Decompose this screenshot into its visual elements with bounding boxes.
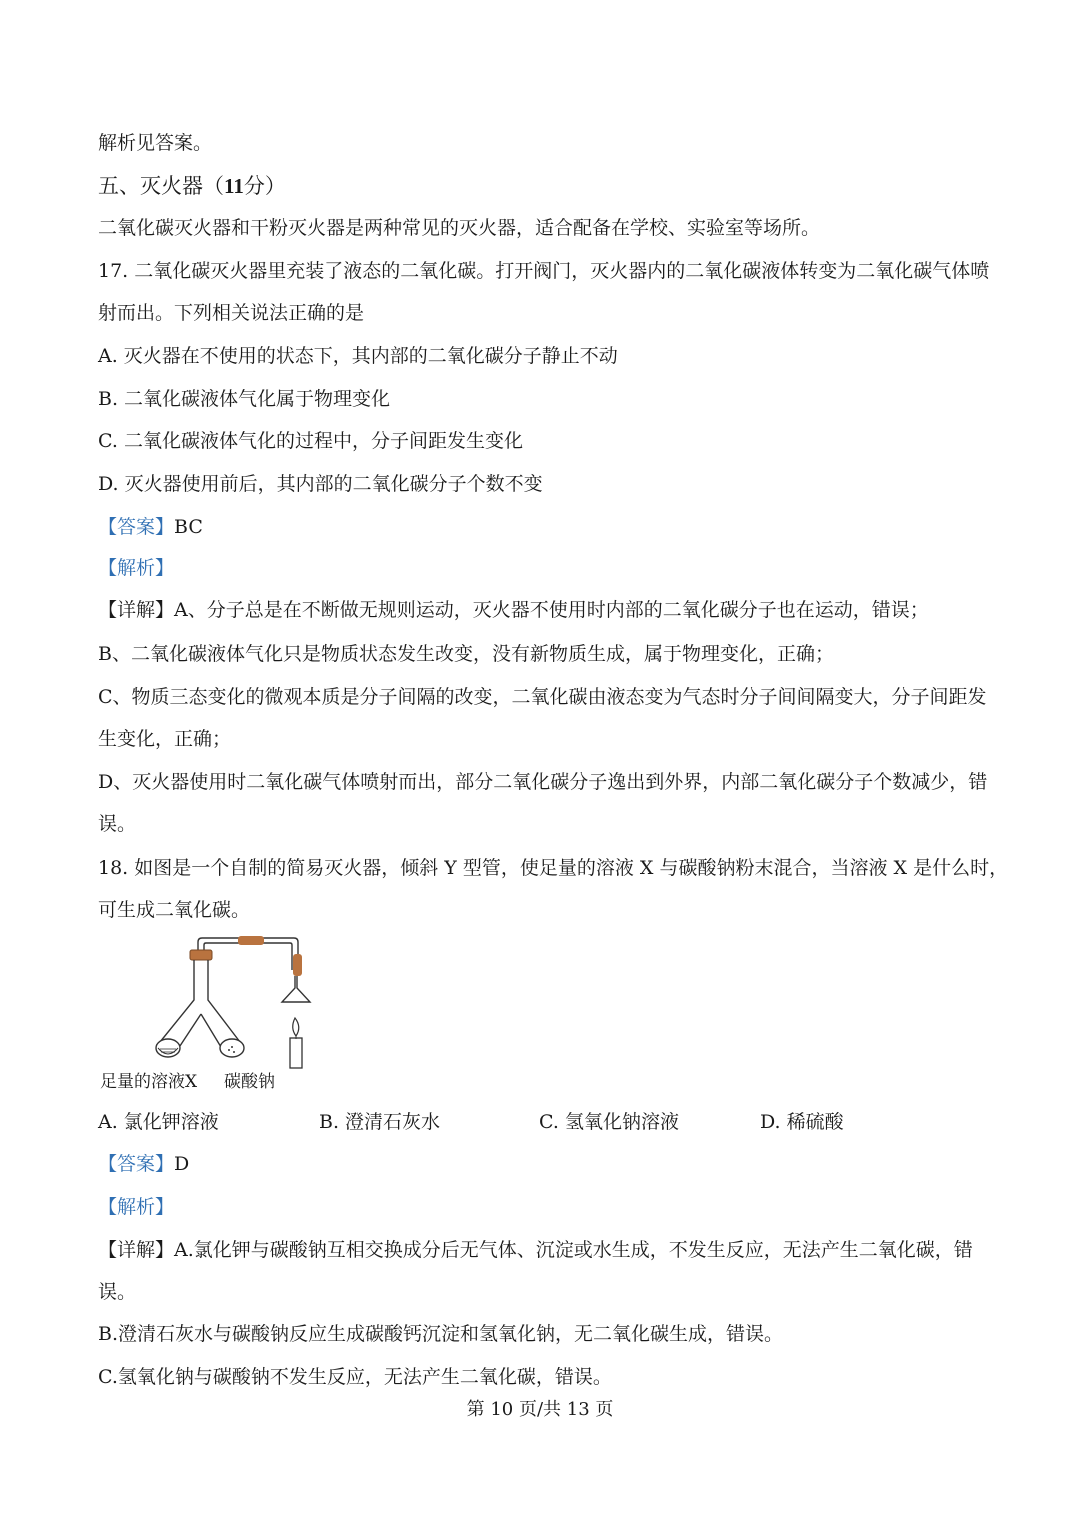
answer-18 xyxy=(98,1150,189,1178)
option-d: D. 稀硫酸 xyxy=(760,1111,844,1133)
detail-line: 生变化，正确； xyxy=(98,728,232,750)
heading-text: 五、灭火器（ xyxy=(98,174,224,198)
detail-line: B.澄清石灰水与碳酸钠反应生成碳酸钙沉淀和氢氧化钠，无二氧化碳生成，错误。 xyxy=(98,1323,784,1345)
detail-line: D、灭火器使用时二氧化碳气体喷射而出，部分二氧化碳分子逸出到外界，内部二氧化碳分子个数减少，错 xyxy=(98,771,988,793)
detail-line: 误。 xyxy=(98,813,137,835)
candle xyxy=(290,1038,302,1068)
question-17-stem: 17. 二氧化碳灭火器里充装了液态的二氧化碳。打开阀门，灭火器内的二氧化碳液体转变为二氧化碳气体喷 xyxy=(98,260,990,282)
heading-score: 11 xyxy=(224,174,244,198)
heading-text-end: 分） xyxy=(243,174,286,198)
figure-label-solution-x: 足量的溶液X xyxy=(100,1072,198,1092)
question-18-stem-cont: 可生成二氧化碳。 xyxy=(98,899,251,921)
stopper xyxy=(190,950,212,960)
analysis-tag: 【解析】 xyxy=(98,557,175,579)
figure-label-sodium-carbonate: 碳酸钠 xyxy=(224,1072,275,1092)
section-heading xyxy=(98,172,286,200)
option-b: B. 澄清石灰水 xyxy=(319,1111,441,1133)
flame xyxy=(293,1018,299,1036)
option-c: C. 氢氧化钠溶液 xyxy=(539,1111,679,1133)
detail-line: 误。 xyxy=(98,1281,137,1303)
option-d: D. 灭火器使用前后，其内部的二氧化碳分子个数不变 xyxy=(98,473,543,495)
option-a: A. 灭火器在不使用的状态下，其内部的二氧化碳分子静止不动 xyxy=(98,345,618,367)
answer-value: BC xyxy=(174,516,203,538)
option-b: B. 二氧化碳液体气化属于物理变化 xyxy=(98,388,391,410)
apparatus-figure xyxy=(98,930,298,1095)
analysis-tag: 【解析】 xyxy=(98,1196,175,1218)
answer-tag: 【答案】 xyxy=(98,1153,175,1175)
detail-line: 【详解】A.氯化钾与碳酸钠互相交换成分后无气体、沉淀或水生成，不发生反应，无法产生二氧化碳，错 xyxy=(98,1239,973,1261)
option-a: A. 氯化钾溶液 xyxy=(98,1111,219,1133)
detail-line: 【详解】A、分子总是在不断做无规则运动，灭火器不使用时内部的二氧化碳分子也在运动，错误； xyxy=(98,599,929,621)
rubber-tube-joint xyxy=(238,936,264,945)
question-17-stem-cont: 射而出。下列相关说法正确的是 xyxy=(98,302,365,324)
y-tube-apparatus-diagram xyxy=(98,930,318,1070)
detail-line: B、二氧化碳液体气化只是物质状态发生改变，没有新物质生成，属于物理变化，正确； xyxy=(98,643,834,665)
funnel xyxy=(282,976,310,1002)
answer-tag: 【答案】 xyxy=(98,516,175,538)
text-line: 解析见答案。 xyxy=(98,132,213,154)
option-c: C. 二氧化碳液体气化的过程中，分子间距发生变化 xyxy=(98,430,523,452)
detail-line: C.氢氧化钠与碳酸钠不发生反应，无法产生二氧化碳，错误。 xyxy=(98,1366,612,1388)
answer-17 xyxy=(98,513,203,541)
answer-value: D xyxy=(174,1153,190,1175)
page-footer: 第 10 页/共 13 页 xyxy=(466,1399,614,1420)
text-line: 二氧化碳灭火器和干粉灭火器是两种常见的灭火器，适合配备在学校、实验室等场所。 xyxy=(98,217,821,239)
detail-line: C、物质三态变化的微观本质是分子间隔的改变，二氧化碳由液态变为气态时分子间间隔变大，分子间距发 xyxy=(98,686,987,708)
rubber-tube-joint xyxy=(293,954,302,976)
question-18-stem: 18. 如图是一个自制的简易灭火器，倾斜 Y 型管，使足量的溶液 X 与碳酸钠粉末混合，当溶液 X 是什么时， xyxy=(98,857,1009,879)
